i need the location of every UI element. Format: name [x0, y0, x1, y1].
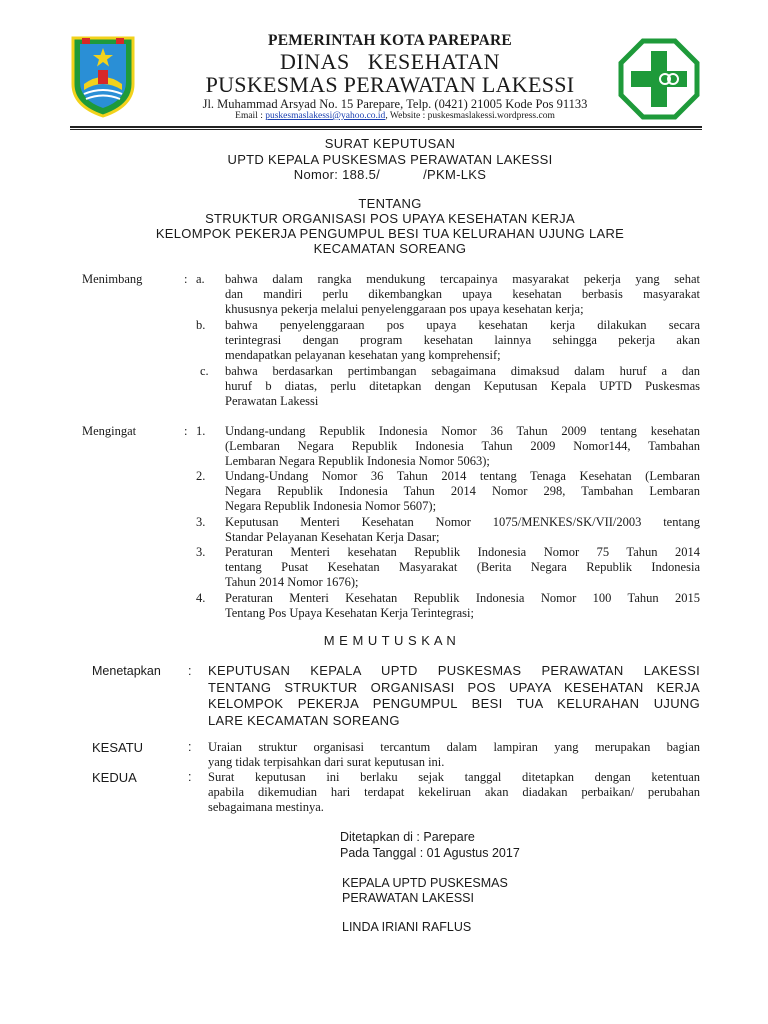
menetapkan-text [208, 663, 700, 729]
letterhead-contact [150, 111, 640, 121]
text-line: bahwa berdasarkan pertimbangan sebagaimana dimaksud dalam huruf a dan [225, 364, 700, 378]
decree-number: Nomor: 188.5/ /PKM-LKS [293, 167, 487, 182]
text-line: Tahun 2014 Nomor 1676); [225, 575, 359, 590]
text-line: sebagaimana mestinya. [208, 800, 324, 815]
signature-place: Ditetapkan di : Parepare [340, 830, 475, 844]
text-line: Negara Republik Indonesia Tahun 2014 Nomor 298, Tambahan Lembaran [225, 484, 700, 499]
mengingat-item-4 [225, 545, 700, 591]
text-line: KELOMPOK PEKERJA PENGUMPUL BESI TUA KELURAHAN UJUNG [208, 696, 700, 711]
signatory-name: LINDA IRIANI RAFLUS [342, 920, 472, 934]
text-line: Keputusan Menteri Kesehatan Nomor 1075/MENKES/SK/VII/2003 tentang [225, 515, 700, 529]
mengingat-label: Mengingat [82, 424, 137, 438]
kedua-colon: : [188, 770, 192, 784]
kesatu-text [208, 740, 700, 770]
menimbang-label: Menimbang [82, 272, 143, 286]
mengingat-item-1 [225, 424, 700, 470]
text-line: dan mandiri perlu dikembangkan upaya kesehatan berbasis masyarakat [225, 287, 700, 302]
mengingat-marker-5: 4. [196, 591, 206, 605]
menimbang-marker-a: a. [196, 272, 205, 286]
kedua-label: KEDUA [92, 770, 137, 785]
decree-subject-line-3: KECAMATAN SOREANG [313, 241, 467, 256]
decree-about: TENTANG [358, 196, 422, 211]
email-label: Email : [235, 111, 266, 121]
text-line: Tentang Pos Upaya Kesehatan Kerja Terintegrasi; [225, 606, 474, 621]
text-line: yang tidak terpisahkan dari surat keputusan ini. [208, 755, 445, 770]
mengingat-item-3 [225, 515, 700, 545]
mengingat-marker-4: 3. [196, 545, 206, 559]
mengingat-item-2 [225, 469, 700, 515]
text-line: mendapatkan pelayanan kesehatan yang komprehensif; [225, 348, 501, 363]
decree-issuer: UPTD KEPALA PUSKESMAS PERAWATAN LAKESSI [227, 152, 553, 167]
text-line: Peraturan Menteri kesehatan Republik Indonesia Nomor 75 Tahun 2014 [225, 545, 700, 559]
text-line: Surat keputusan ini berlaku sejak tanggal ditetapkan dengan ketentuan [208, 770, 700, 784]
signature-date: Pada Tanggal : 01 Agustus 2017 [340, 846, 520, 860]
text-line: huruf b diatas, perlu ditetapkan dengan Keputusan Kepala UPTD Puskesmas [225, 379, 700, 394]
email-link[interactable]: puskesmaslakessi@yahoo.co.id [265, 111, 386, 121]
menetapkan-colon: : [188, 664, 192, 678]
text-line: tentang Pusat Kesehatan Masyarakat (Berita Negara Republik Indonesia [225, 560, 700, 575]
decide-heading: M E M U T U S K A N [323, 633, 457, 648]
text-line: Uraian struktur organisasi tercantum dalam lampiran yang merupakan bagian [208, 740, 700, 754]
mengingat-marker-3: 3. [196, 515, 206, 529]
text-line: Undang-undang Republik Indonesia Nomor 36 Tahun 2009 tentang kesehatan [225, 424, 700, 438]
letterhead-rule-thick [70, 126, 702, 128]
text-line: Undang-Undang Nomor 36 Tahun 2014 tentang Tenaga Kesehatan (Lembaran [225, 469, 700, 483]
letterhead-institution: PUSKESMAS PERAWATAN LAKESSI [205, 72, 575, 97]
text-line: Lembaran Negara Republik Indonesia Nomor 5063); [225, 454, 490, 469]
kesatu-label: KESATU [92, 740, 144, 755]
website-link[interactable]: puskesmaslakessi.wordpress.com [427, 111, 555, 121]
letterhead-address: Jl. Muhammad Arsyad No. 15 Parepare, Telp. (0421) 21005 Kode Pos 91133 [202, 97, 588, 111]
city-emblem-logo [68, 34, 138, 118]
menimbang-item-a [225, 272, 700, 318]
mengingat-item-5 [225, 591, 700, 621]
mengingat-marker-2: 2. [196, 469, 206, 483]
text-line: apabila dikemudian hari terdapat kekeliruan akan diadakan perbaikan/ perubahan [208, 785, 700, 800]
letterhead-government: PEMERINTAH KOTA PAREPARE [268, 32, 512, 49]
text-line: terintegrasi dengan program kesehatan lainnya sehingga pekerja akan [225, 333, 700, 348]
text-line: LARE KECAMATAN SOREANG [208, 712, 400, 728]
letterhead-rule-thin [70, 129, 702, 130]
menimbang-marker-c: c. [200, 364, 209, 378]
signature-position-line-1: KEPALA UPTD PUSKESMAS [342, 876, 508, 890]
text-line: Negara Republik Indonesia Nomor 5607); [225, 499, 437, 514]
menimbang-colon: : [184, 272, 188, 286]
kedua-text [208, 770, 700, 816]
text-line: (Lembaran Negara Republik Indonesia Tahun 2009 Nomor144, Tambahan [225, 439, 700, 454]
website-label: , Website : [385, 111, 428, 121]
text-line: bahwa dalam rangka mendukung tercapainya masyarakat pekerja yang sehat [225, 272, 700, 286]
text-line: TENTANG STRUKTUR ORGANISASI POS UPAYA KESEHATAN KERJA [208, 679, 700, 695]
menimbang-marker-b: b. [196, 318, 206, 332]
decree-title: SURAT KEPUTUSAN [324, 136, 456, 151]
decree-subject-line-2: KELOMPOK PEKERJA PENGUMPUL BESI TUA KELURAHAN UJUNG LARE [155, 226, 625, 241]
signature-position-line-2: PERAWATAN LAKESSI [342, 891, 474, 905]
mengingat-colon: : [184, 424, 188, 438]
text-line: Standar Pelayanan Kesehatan Kerja Dasar; [225, 530, 440, 545]
kesatu-colon: : [188, 740, 192, 754]
menetapkan-label: Menetapkan [92, 664, 161, 678]
menimbang-item-b [225, 318, 700, 364]
mengingat-marker-1: 1. [196, 424, 206, 438]
menimbang-item-c [225, 364, 700, 410]
decree-subject-line-1: STRUKTUR ORGANISASI POS UPAYA KESEHATAN KERJA [205, 211, 575, 226]
text-line: KEPUTUSAN KEPALA UPTD PUSKESMAS PERAWATAN LAKESSI [208, 663, 700, 678]
text-line: khususnya pekerja melalui penyelenggaraan pos upaya kesehatan kerja; [225, 302, 584, 317]
text-line: Perawatan Lakessi [225, 394, 319, 409]
text-line: bahwa penyelenggaraan pos upaya kesehatan kerja dilakukan secara [225, 318, 700, 332]
letterhead-agency: DINAS KESEHATAN [279, 49, 500, 74]
text-line: Peraturan Menteri Kesehatan Republik Indonesia Nomor 100 Tahun 2015 [225, 591, 700, 605]
